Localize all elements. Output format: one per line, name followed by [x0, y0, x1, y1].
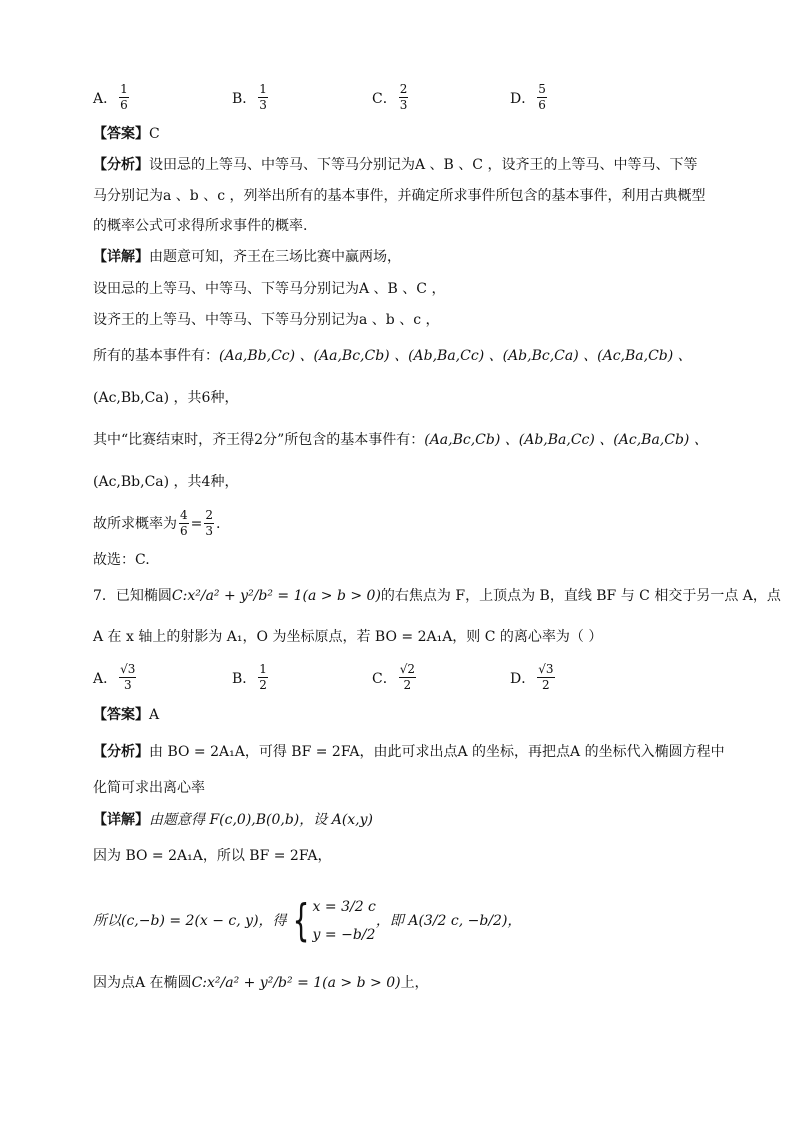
q6-option-d: D． $\frac{5}{6}$ — [510, 82, 546, 112]
equation-system: { x = 3/2 c y = −b/2 — [292, 895, 376, 946]
fraction: $\frac{1}{2}$ — [259, 662, 267, 692]
q7-detail-line-3: 所以(c,−b) = 2(x − c, y)，得 { x = 3/2 c y = −b/2 ，即 A(3/2 c, −b/2)， — [93, 893, 521, 949]
q6-detail-line-4: 所有的基本事件有：(Aa,Bb,Cc) 、(Aa,Bc,Cb) 、(Ab,Ba,Cc) 、(Ab,Bc,Ca) 、(Ac,Ba,Cb) 、 — [93, 348, 692, 364]
q6-detail-line-1: 【详解】由题意可知，齐王在三场比赛中赢两场， — [93, 249, 401, 265]
q6-answer: 【答案】C — [93, 126, 160, 142]
fraction: $\frac{1}{3}$ — [259, 82, 267, 112]
fraction: $\frac{√3}{3}$ — [120, 662, 136, 692]
q6-option-c: C． $\frac{2}{3}$ — [372, 82, 408, 112]
q7-detail-line-2: 因为 BO = 2A₁A，所以 BF = 2FA， — [93, 848, 332, 864]
q6-detail-line-5: (Ac,Bb,Ca) ，共6种， — [93, 390, 239, 406]
q7-stem-line-1: 7．已知椭圆C:x²/a² + y²/b² = 1(a > b > 0)的右焦点为 F，上顶点为 B，直线 BF 与 C 相交于另一点 A，点 — [93, 588, 781, 604]
left-brace: { — [292, 895, 309, 946]
q6-detail-line-7: (Ac,Bb,Ca) ，共4种， — [93, 474, 239, 490]
q7-option-c: C． $\frac{√2}{2}$ — [372, 662, 415, 692]
q6-choice: 故选：C. — [93, 552, 150, 568]
q7-detail-line-4: 因为点A 在椭圆C:x²/a² + y²/b² = 1(a > b > 0)上， — [93, 975, 429, 991]
q6-detail-line-8: 故所求概率为 $\frac{4}{6}$ = $\frac{2}{3}$ . — [93, 508, 221, 538]
fraction: $\frac{5}{6}$ — [538, 82, 546, 112]
q6-analysis-line-2: 马分别记为a 、b 、c ，列举出所有的基本事件，并确定所求事件所包含的基本事件，利用古典概型 — [93, 188, 706, 204]
q7-analysis-line-1: 【分析】由 BO = 2A₁A，可得 BF = 2FA，由此可求出点A 的坐标，再把点A 的坐标代入椭圆方程中 — [93, 744, 725, 760]
q7-option-a: A． $\frac{√3}{3}$ — [93, 662, 136, 692]
q6-analysis-line-1: 【分析】设田忌的上等马、中等马、下等马分别记为A 、B 、C ，设齐王的上等马、中等马、下等 — [93, 157, 698, 173]
q7-answer: 【答案】A — [93, 707, 160, 723]
q6-option-a: A． $\frac{1}{6}$ — [93, 82, 128, 112]
fraction: $\frac{1}{6}$ — [120, 82, 128, 112]
q7-option-b: B． $\frac{1}{2}$ — [232, 662, 267, 692]
fraction: $\frac{2}{3}$ — [399, 82, 408, 112]
fraction: $\frac{√2}{2}$ — [399, 662, 415, 692]
q7-stem-line-2: A 在 x 轴上的射影为 A₁，O 为坐标原点，若 BO = 2A₁A，则 C 的离心率为（ ） — [93, 629, 603, 645]
q6-detail-line-6: 其中“比赛结束时，齐王得2分”所包含的基本事件有：(Aa,Bc,Cb) 、(Ab,Ba,Cc) 、(Ac,Ba,Cb) 、 — [93, 432, 708, 448]
fraction: $\frac{2}{3}$ — [205, 508, 214, 538]
q6-detail-line-3: 设齐王的上等马、中等马、下等马分别记为a 、b 、c ， — [93, 312, 440, 328]
q7-detail-line-1: 【详解】由题意得 F(c,0),B(0,b)，设 A(x,y) — [93, 812, 374, 828]
q7-analysis-line-2: 化简可求出离心率 — [93, 780, 205, 796]
q7-option-d: D． $\frac{√3}{2}$ — [510, 662, 554, 692]
q6-detail-line-2: 设田忌的上等马、中等马、下等马分别记为A 、B 、C ， — [93, 281, 446, 297]
q6-analysis-line-3: 的概率公式可求得所求事件的概率. — [93, 218, 308, 234]
fraction: $\frac{4}{6}$ — [180, 508, 188, 538]
q6-option-b: B． $\frac{1}{3}$ — [232, 82, 267, 112]
fraction: $\frac{√3}{2}$ — [538, 662, 554, 692]
